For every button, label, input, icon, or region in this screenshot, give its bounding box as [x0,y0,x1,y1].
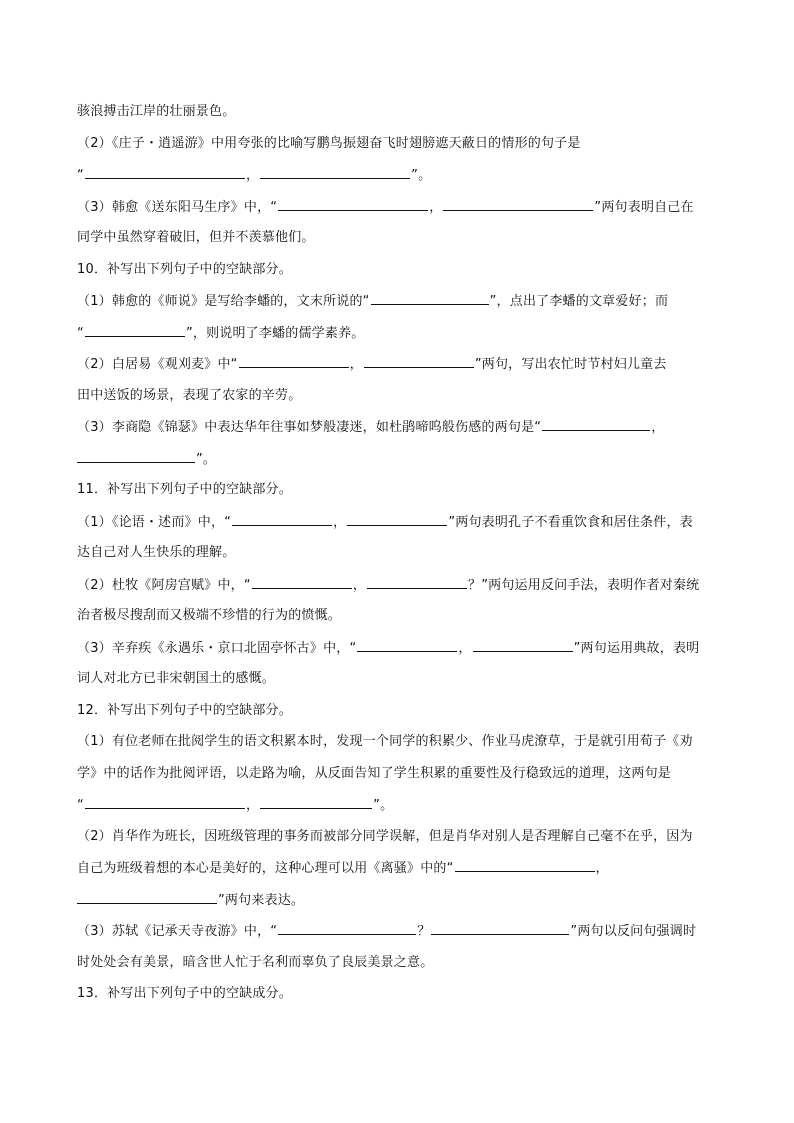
comma: ， [352,578,367,593]
answer-blank[interactable] [85,324,185,337]
text-line: 同学中虽然穿着破旧，但并不羡慕他们。 [77,230,315,245]
comma: ， [245,168,260,183]
question-text: （1）韩愈的《师说》是写给李蟠的，文末所说的 [77,294,363,309]
open-quote: “ [77,326,84,341]
answer-blank[interactable] [347,513,447,526]
text-line [77,891,727,909]
open-quote: “ [230,357,238,372]
question-text: （3）辛弃疾《永遇乐・京口北固亭怀古》中， [77,641,350,656]
open-quote: “ [446,861,454,876]
line-tail: ”两句，写出农忙时节村妇儿童去 [474,357,667,372]
text-line [77,355,727,373]
open-quote: “ [349,641,357,656]
answer-blank[interactable] [278,922,416,935]
text-line: 达自己对人生快乐的理解。 [77,545,236,560]
open-quote: “ [224,515,232,530]
text-line: 时处处会有美景，暗含世人忙于名利而辜负了良辰美景之意。 [77,955,434,970]
text-line [77,922,727,940]
text-line: 学》中的话作为批阅评语，以走路为喻，从反面告知了学生积累的重要性及行稳致远的道理，这两句是 [77,766,672,781]
text-line [77,418,727,436]
answer-blank[interactable] [364,355,474,368]
open-quote: “ [243,578,251,593]
answer-blank[interactable] [77,450,195,463]
text-line: 骇浪搏击江岸的壮丽景色。 [77,104,236,119]
answer-blank[interactable] [232,513,332,526]
answer-blank[interactable] [85,166,245,179]
text-line [77,639,727,657]
text-line [77,450,727,468]
question-text: （3）李商隐《锦瑟》中表达华年往事如梦般凄迷，如杜鹃啼呜般伤感的两句是 [77,420,535,435]
open-quote: “ [534,420,542,435]
comma: ， [429,200,443,215]
comma: ， [651,420,665,435]
answer-blank[interactable] [77,891,217,904]
line-tail: ？”两句运用反问手法，表明作者对秦统 [468,578,700,593]
comma: ， [595,861,609,876]
text-line [77,513,727,531]
text-line [77,796,727,814]
section-heading-12: 12．补写出下列句子中的空缺部分。 [77,703,292,718]
answer-blank[interactable] [278,198,428,211]
text-line: （2）《庄子・逍遥游》中用夸张的比喻写鹏鸟振翅奋飞时翅膀遮天蔽日的情形的句子是 [77,136,581,151]
section-heading-13: 13．补写出下列句子中的空缺成分。 [77,986,292,1001]
line-tail: ”，则说明了李蟠的儒学素养。 [185,326,365,341]
open-quote: “ [270,200,278,215]
answer-blank[interactable] [443,198,593,211]
section-heading-10: 10．补写出下列句子中的空缺部分。 [77,262,292,277]
line-tail: ”两句表明自己在 [594,200,694,215]
line-tail: ”。 [373,798,394,813]
question-mark: ？ [417,924,431,939]
question-text: （3）韩愈《送东阳马生序》中， [77,200,271,215]
answer-blank[interactable] [239,355,349,368]
answer-blank[interactable] [473,639,573,652]
open-quote: “ [77,798,84,813]
line-tail: ”。 [196,452,217,467]
text-line [77,576,727,594]
line-tail: ”。 [411,168,432,183]
text-line: 治者极尽搜刮而又极端不珍惜的行为的愤慨。 [77,608,342,623]
question-text: （1）《论语・述而》中， [77,515,225,530]
text-line: 词人对北方已非宋朝国土的感慨。 [77,671,276,686]
answer-blank[interactable] [431,922,569,935]
answer-blank[interactable] [542,418,650,431]
answer-blank[interactable] [260,166,410,179]
answer-blank[interactable] [260,796,372,809]
question-text: 自己为班级着想的本心是美好的，这种心理可以用《离骚》中的 [77,861,447,876]
open-quote: “ [270,924,278,939]
comma: ， [349,357,363,372]
line-tail: ”两句以反问句强调时 [570,924,697,939]
line-tail: ”两句运用典故，表明 [573,641,700,656]
text-line [77,166,727,184]
comma: ， [245,798,260,813]
answer-blank[interactable] [85,796,245,809]
text-line [77,292,727,310]
comma: ， [333,515,347,530]
answer-blank[interactable] [371,292,489,305]
text-line: （1）有位老师在批阅学生的语文积累本时，发现一个同学的积累少、作业马虎潦草，于是就引用荀子《劝 [77,734,693,749]
section-heading-11: 11．补写出下列句子中的空缺部分。 [77,482,292,497]
text-line [77,859,727,877]
text-line: （2）肖华作为班长，因班级管理的事务而被部分同学误解，但是肖华对别人是否理解自己毫不在乎，因为 [77,829,693,844]
open-quote: “ [77,168,84,183]
question-text: （2）白居易《观刈麦》中 [77,357,231,372]
text-line: 田中送饭的场景，表现了农家的辛劳。 [77,388,302,403]
line-tail: ”两句来表达。 [218,893,305,908]
answer-blank[interactable] [455,859,595,872]
line-tail: ”，点出了李蟠的文章爱好；而 [489,294,669,309]
open-quote: “ [362,294,370,309]
question-text: （3）苏轼《记承天寺夜游》中， [77,924,271,939]
text-line [77,198,727,216]
answer-blank[interactable] [252,576,352,589]
answer-blank[interactable] [357,639,457,652]
line-tail: ”两句表明孔子不看重饮食和居住条件，表 [448,515,693,530]
comma: ， [458,641,472,656]
answer-blank[interactable] [367,576,467,589]
text-line [77,324,727,342]
question-text: （2）杜牧《阿房宫赋》中， [77,578,244,593]
